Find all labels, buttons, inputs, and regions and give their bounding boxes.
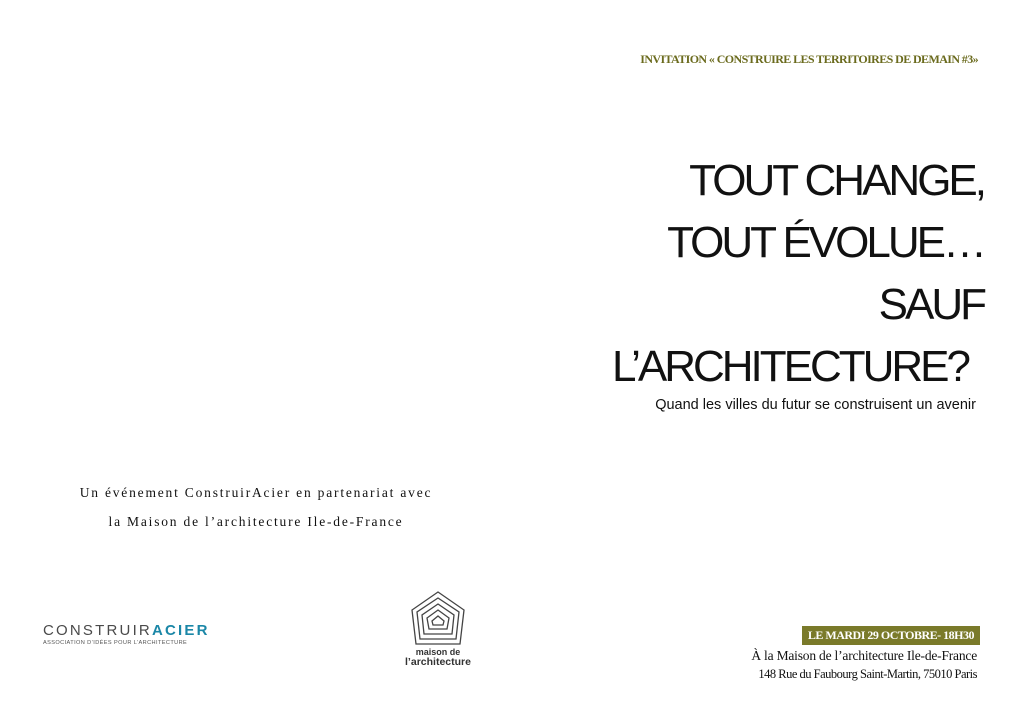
- headline-line-3: SAUF: [878, 280, 984, 329]
- construiracier-wordmark-part2: ACIER: [151, 622, 210, 639]
- maison-architecture-logo: [404, 590, 472, 668]
- event-date-badge: LE MARDI 29 OCTOBRE- 18H30: [802, 626, 980, 645]
- construiracier-wordmark: [43, 622, 210, 639]
- headline-line-2: TOUT ÉVOLUE…: [667, 218, 984, 267]
- headline-line-1: TOUT CHANGE,: [689, 156, 984, 205]
- headline-line-4: L’ARCHITECTURE?: [612, 342, 968, 391]
- partnership-line-2: la Maison de l’architecture Ile-de-France: [108, 514, 404, 529]
- maison-name-line-1: maison de: [415, 647, 461, 657]
- maison-architecture-wordmark: [404, 648, 472, 668]
- invitation-title: INVITATION « CONSTRUIRE LES TERRITOIRES DE DEMAIN #3»: [640, 52, 978, 66]
- maison-name-line-2: l’architecture: [405, 656, 471, 668]
- event-address: 148 Rue du Faubourg Saint-Martin, 75010 Paris: [758, 667, 977, 681]
- partnership-line-1: Un événement ConstruirAcier en partenariat avec: [79, 485, 433, 500]
- subtitle: Quand les villes du futur se construisent un avenir: [655, 397, 976, 413]
- event-place: À la Maison de l’architecture Ile-de-France: [751, 648, 977, 663]
- event-venue: [751, 646, 977, 684]
- headline: [464, 150, 984, 398]
- maison-architecture-house-icon: [409, 590, 467, 646]
- construiracier-tagline: ASSOCIATION D’IDÉES POUR L’ARCHITECTURE: [43, 640, 188, 646]
- construiracier-logo: [43, 622, 210, 646]
- partnership-text: [0, 478, 512, 536]
- construiracier-wordmark-part1: CONSTRUIR: [43, 622, 152, 639]
